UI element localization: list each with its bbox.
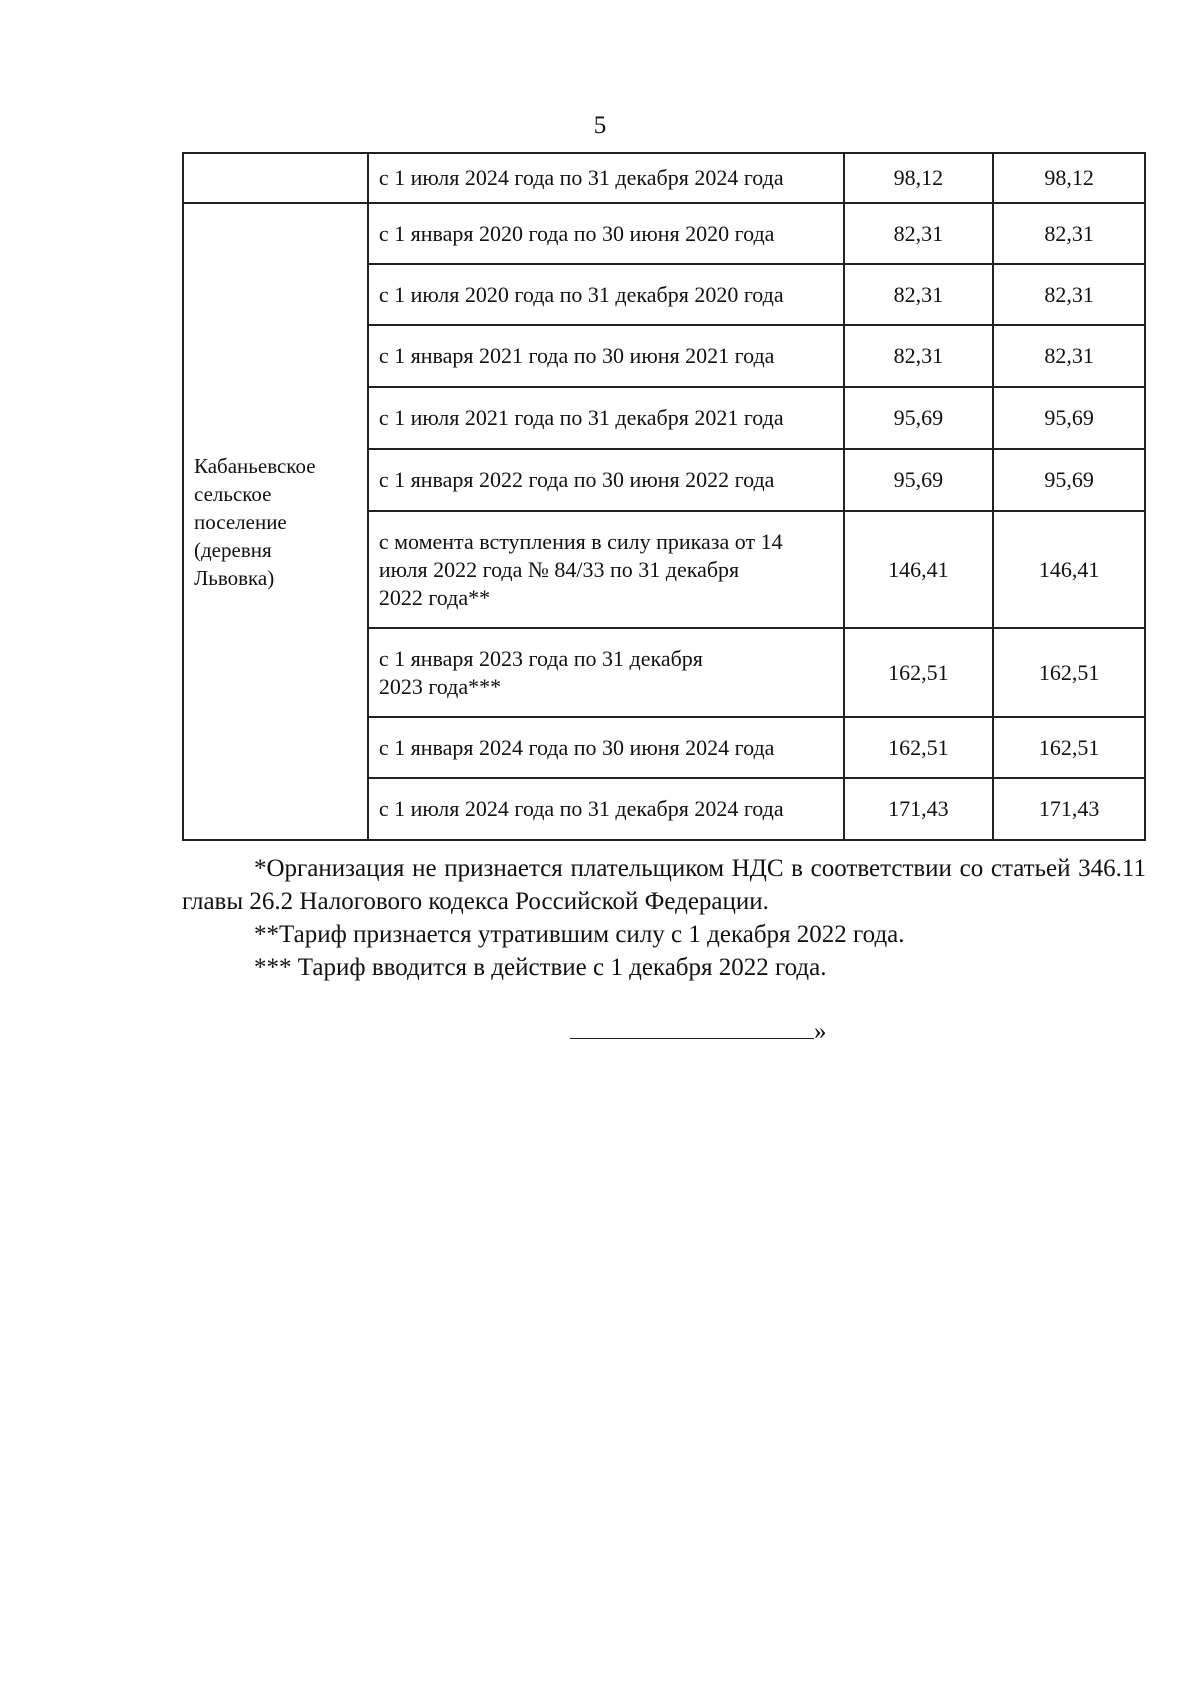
value-cell: 162,51 (844, 717, 994, 778)
value-cell: 171,43 (844, 778, 994, 840)
period-cell: с 1 июля 2024 года по 31 декабря 2024 года (368, 153, 844, 203)
settlement-name-line: поселение (194, 509, 287, 534)
period-cell: с 1 января 2022 года по 30 июня 2022 года (368, 449, 844, 511)
value-cell: 98,12 (844, 153, 994, 203)
value-cell: 162,51 (993, 717, 1145, 778)
closing-line (570, 1018, 827, 1046)
settlement-name-line: Львовка) (194, 565, 275, 590)
value-cell: 82,31 (993, 325, 1145, 387)
period-cell: с 1 января 2021 года по 30 июня 2021 года (368, 325, 844, 387)
period-line: с момента вступления в силу приказа от 14 (378, 528, 783, 554)
settlement-cell-empty (183, 153, 368, 203)
value-cell: 146,41 (993, 511, 1145, 628)
period-line: с 1 января 2023 года по 31 декабря (378, 645, 703, 671)
value-cell: 95,69 (993, 449, 1145, 511)
tariff-table (182, 152, 1146, 841)
period-line: 2023 года*** (378, 673, 502, 699)
period-cell: с 1 июля 2020 года по 31 декабря 2020 года (368, 264, 844, 325)
period-cell: с 1 января 2020 года по 30 июня 2020 года (368, 203, 844, 264)
value-cell: 82,31 (993, 203, 1145, 264)
closing-quote: » (814, 1018, 827, 1045)
footnotes (182, 852, 1146, 984)
value-cell: 95,69 (844, 449, 994, 511)
value-cell: 82,31 (993, 264, 1145, 325)
value-cell: 82,31 (844, 264, 994, 325)
period-cell (368, 628, 844, 717)
underline-rule (570, 1018, 814, 1039)
value-cell: 146,41 (844, 511, 994, 628)
value-cell: 82,31 (844, 203, 994, 264)
value-cell: 98,12 (993, 153, 1145, 203)
value-cell: 162,51 (844, 628, 994, 717)
value-cell: 82,31 (844, 325, 994, 387)
footnote-vat: *Организация не признается плательщиком НДС в соответствии со статьей 346.11 главы 26.2 Налогового кодекса Российской Федерации. (182, 855, 1146, 915)
footnote-expired-tariff: **Тариф признается утратившим силу с 1 декабря 2022 года. (254, 921, 905, 948)
period-line: 2022 года** (378, 584, 491, 610)
table-row (183, 203, 1145, 264)
period-line: июля 2022 года № 84/33 по 31 декабря (378, 556, 740, 582)
settlement-name-cell (183, 203, 368, 840)
value-cell: 171,43 (993, 778, 1145, 840)
page-number: 5 (593, 112, 607, 139)
period-cell: с 1 января 2024 года по 30 июня 2024 года (368, 717, 844, 778)
settlement-name-line: Кабаньевское (194, 453, 316, 478)
period-cell (368, 511, 844, 628)
table-row (183, 153, 1145, 203)
period-cell: с 1 июля 2021 года по 31 декабря 2021 года (368, 387, 844, 449)
value-cell: 95,69 (844, 387, 994, 449)
value-cell: 95,69 (993, 387, 1145, 449)
settlement-name-line: сельское (194, 481, 272, 506)
footnote-new-tariff: *** Тариф вводится в действие с 1 декабря 2022 года. (254, 954, 827, 981)
period-cell: с 1 июля 2024 года по 31 декабря 2024 года (368, 778, 844, 840)
value-cell: 162,51 (993, 628, 1145, 717)
settlement-name-line: (деревня (194, 537, 272, 562)
